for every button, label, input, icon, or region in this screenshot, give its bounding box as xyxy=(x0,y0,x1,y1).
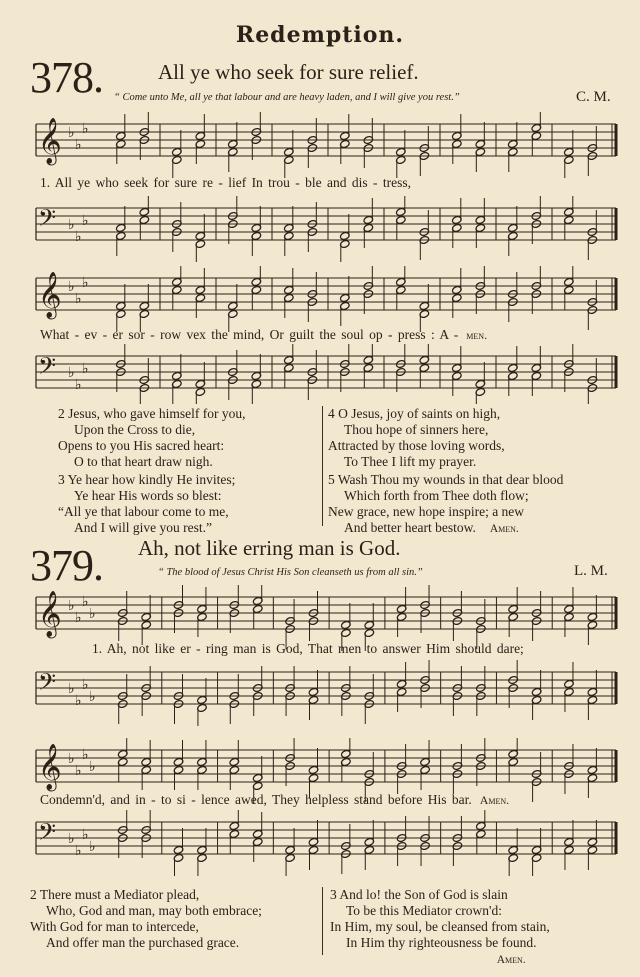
hymn-379-scripture: “ The blood of Jesus Christ His Son cleanseth us from all sin.” xyxy=(158,567,423,578)
verse-line: Opens to you His sacred heart: xyxy=(58,438,225,453)
verse-line xyxy=(328,520,563,537)
flat-icon: ♭ xyxy=(75,843,82,859)
verse-line: And offer man the purchased grace. xyxy=(46,935,240,950)
verse-line: “All ye that labour come to me, xyxy=(58,504,229,519)
treble-clef-icon: 𝄞 xyxy=(38,272,62,318)
flat-icon: ♭ xyxy=(75,693,82,709)
flat-icon: ♭ xyxy=(68,831,75,847)
flat-icon: ♭ xyxy=(82,361,89,377)
flat-icon: ♭ xyxy=(89,839,96,855)
bass-clef-icon: 𝄢 xyxy=(38,204,57,237)
verse-line: Who, God and man, may both embrace; xyxy=(46,903,262,918)
treble-clef-icon: 𝄞 xyxy=(38,118,62,164)
verse-line: O to that heart draw nigh. xyxy=(74,454,213,469)
flat-icon: ♭ xyxy=(68,279,75,295)
verse-line: Upon the Cross to die, xyxy=(74,422,196,437)
flat-icon: ♭ xyxy=(82,275,89,291)
verse-line: In Him, my soul, be cleansed from stain, xyxy=(330,919,550,934)
bass-clef-icon: 𝄢 xyxy=(38,352,57,385)
bass-clef-icon: 𝄢 xyxy=(38,818,57,851)
flat-icon: ♭ xyxy=(82,747,89,763)
hymn-378-amen: Amen. xyxy=(489,523,519,535)
hymn-379-system-1-bass xyxy=(28,660,618,726)
hymn-378-system-1-treble xyxy=(28,112,618,178)
flat-icon: ♭ xyxy=(68,681,75,697)
bass-clef-icon: 𝄢 xyxy=(38,668,57,701)
verse-line: To Thee I lift my prayer. xyxy=(344,454,477,469)
flat-icon: ♭ xyxy=(82,213,89,229)
flat-icon: ♭ xyxy=(68,365,75,381)
hymn-379-amen: Amen. xyxy=(496,954,526,966)
hymn-378-system-1-bass xyxy=(28,196,618,262)
verse-line: Ye hear His words so blest: xyxy=(74,488,222,503)
flat-icon: ♭ xyxy=(68,125,75,141)
flat-icon: ♭ xyxy=(68,217,75,233)
flat-icon: ♭ xyxy=(75,137,82,153)
hymn-379-title: Ah, not like erring man is God. xyxy=(138,536,401,560)
verse-line: Thou hope of sinners here, xyxy=(344,422,489,437)
hymn-378-verses-right xyxy=(328,406,563,537)
flat-icon: ♭ xyxy=(68,751,75,767)
flat-icon: ♭ xyxy=(75,291,82,307)
hymn-378-system-2-bass xyxy=(28,344,618,404)
hymn-379-verses-left xyxy=(30,887,262,951)
verse-line: 2 Jesus, who gave himself for you, xyxy=(58,406,246,421)
verse-line: 3 And lo! the Son of God is slain xyxy=(330,887,508,902)
hymn-378-lyric-line-2 xyxy=(40,327,620,343)
hymn-378-title: All ye who seek for sure relief. xyxy=(158,60,419,84)
hymn-378-verses-left xyxy=(58,406,245,536)
flat-icon: ♭ xyxy=(75,229,82,245)
flat-icon: ♭ xyxy=(82,121,89,137)
flat-icon: ♭ xyxy=(89,606,96,622)
hymn-378-meter: C. M. xyxy=(576,89,611,105)
section-title: Redemption. xyxy=(235,22,405,48)
verse-line: Which forth from Thee doth flow; xyxy=(344,488,529,503)
hymn-379-lyric-amen: Amen. xyxy=(479,793,510,807)
flat-icon: ♭ xyxy=(75,610,82,626)
flat-icon: ♭ xyxy=(82,594,89,610)
verse-line: To be this Mediator crown'd: xyxy=(346,903,502,918)
verse-line xyxy=(330,951,550,968)
flat-icon: ♭ xyxy=(89,759,96,775)
verse-line: In Him thy righteousness be found. xyxy=(346,935,537,950)
verse-divider xyxy=(322,406,323,526)
hymn-379-lyric-line-1: 1. Ah, not like er - ring man is God, That men to answer Him should dare; xyxy=(92,641,524,656)
verse-line: 4 O Jesus, joy of saints on high, xyxy=(328,406,501,421)
hymn-378-number: 378. xyxy=(30,53,103,102)
hymn-379-meter: L. M. xyxy=(574,563,608,579)
verse-line: With God for man to intercede, xyxy=(30,919,199,934)
flat-icon: ♭ xyxy=(82,827,89,843)
flat-icon: ♭ xyxy=(89,689,96,705)
hymn-378-lyric-amen: men. xyxy=(466,328,488,342)
verse-line: And I will give you rest.” xyxy=(74,520,212,535)
hymn-379-system-2-bass xyxy=(28,810,618,876)
treble-clef-icon: 𝄞 xyxy=(38,591,62,637)
hymn-379-lyric-line-2-text: Condemn'd, and in - to si - lence awed, They helpless stand before His bar. xyxy=(40,792,472,807)
flat-icon: ♭ xyxy=(75,377,82,393)
verse-divider xyxy=(322,887,323,955)
treble-clef-icon: 𝄞 xyxy=(38,744,62,790)
flat-icon: ♭ xyxy=(68,598,75,614)
hymn-379-number: 379. xyxy=(30,541,103,590)
verse-line: 5 Wash Thou my wounds in that dear blood xyxy=(328,472,564,487)
hymn-379-verses-right xyxy=(330,887,550,968)
verse-text: And better heart bestow. xyxy=(344,520,476,535)
verse-line: 3 Ye hear how kindly He invites; xyxy=(58,472,236,487)
flat-icon: ♭ xyxy=(75,763,82,779)
verse-line: Attracted by those loving words, xyxy=(328,438,505,453)
hymn-379-lyric-line-2 xyxy=(40,792,620,808)
verse-line: 2 There must a Mediator plead, xyxy=(30,887,200,902)
hymn-378-system-2-treble xyxy=(28,266,618,332)
verse-line: New grace, new hope inspire; a new xyxy=(328,504,525,519)
flat-icon: ♭ xyxy=(82,677,89,693)
hymn-378-scripture: “ Come unto Me, all ye that labour and are heavy laden, and I will give you rest.” xyxy=(114,92,460,103)
hymn-378-lyric-line-2-text: What - ev - er sor - row vex the mind, Or guilt the soul op - press : A - xyxy=(40,327,459,342)
hymn-378-lyric-line-1: 1. All ye who seek for sure re - lief In trou - ble and dis - tress, xyxy=(40,175,412,190)
